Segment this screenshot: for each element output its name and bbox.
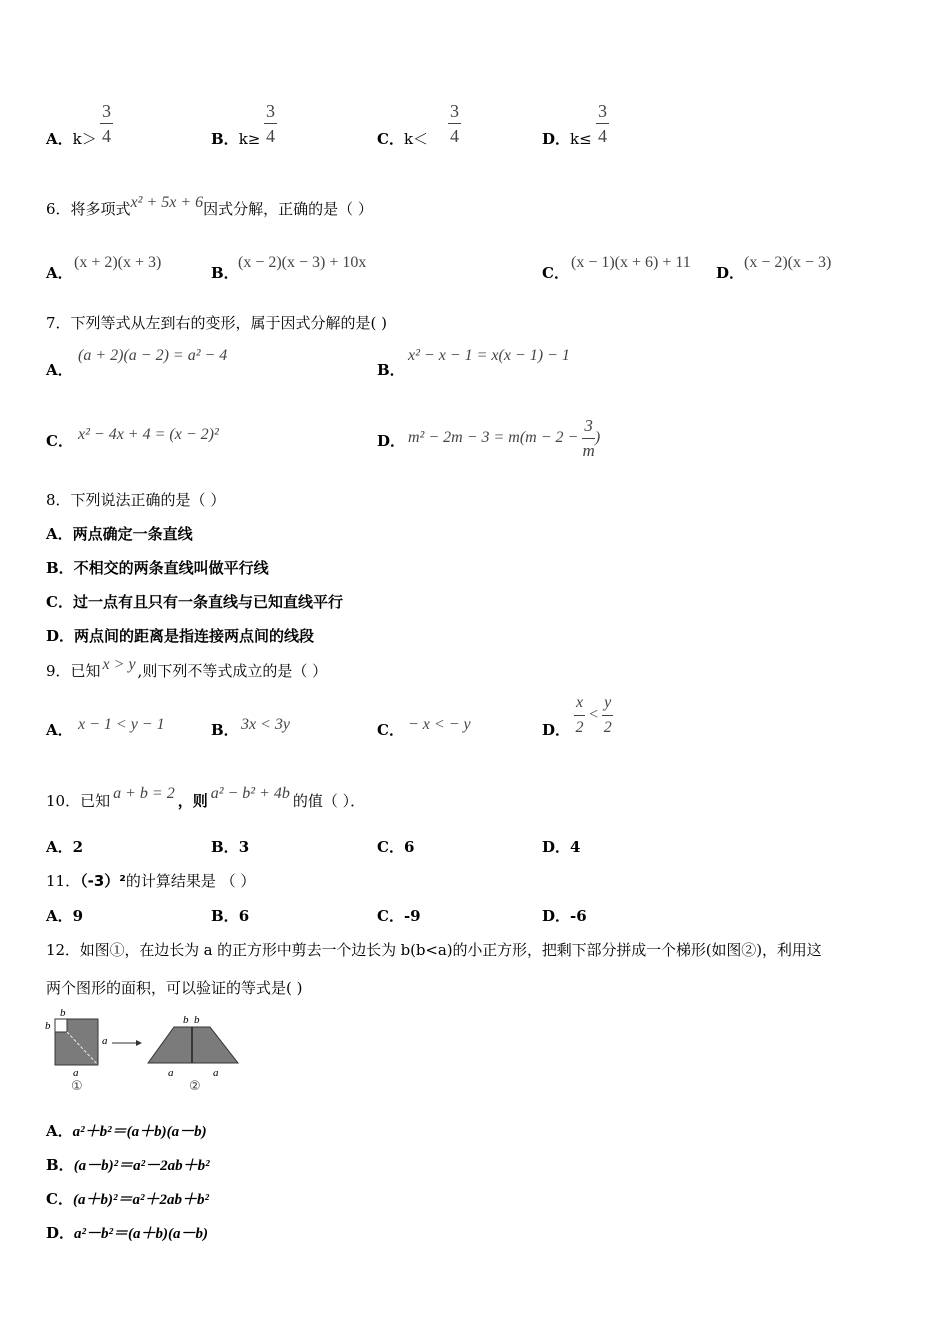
fig-label-a-bottom: a — [73, 1067, 79, 1079]
q6-option-d[interactable]: D． — [716, 264, 745, 282]
fig-label-a1: a — [168, 1067, 174, 1079]
q7-option-d[interactable]: D． — [377, 432, 406, 450]
q5-option-c-fraction: $\frac{3}{4}$ — [450, 101, 459, 146]
q10-option-a[interactable]: A．2 — [46, 838, 84, 856]
q12-figure — [40, 1005, 250, 1093]
q6-option-a[interactable]: A． — [46, 264, 73, 282]
q5-option-b[interactable]: B．k≥ — [211, 130, 261, 148]
q5-option-a-fraction: $\frac{3}{4}$ — [102, 101, 111, 146]
q7-option-b[interactable]: B． — [377, 361, 405, 379]
q5-option-a[interactable]: A．k＞ — [46, 130, 97, 148]
fig-label-1: ① — [71, 1079, 83, 1093]
q9-option-c[interactable]: C． — [377, 721, 404, 739]
q10-stem: 10．已知 a + b = 2 ，则 a² − b² + 4b 的值（ ）． — [46, 785, 366, 810]
q9-condition: x > y — [102, 656, 136, 673]
q6-stem: 6．将多项式x² + 5x + 6因式分解，正确的是（ ） — [46, 194, 373, 218]
fig-label-a2: a — [213, 1067, 219, 1079]
q9-stem: 9．已知 x > y ,则下列不等式成立的是（ ） — [46, 656, 328, 680]
q6-polynomial: x² + 5x + 6 — [130, 194, 204, 211]
q8-option-a[interactable]: A．两点确定一条直线 — [46, 525, 193, 543]
q9-option-b[interactable]: B． — [211, 721, 239, 739]
q10-option-d[interactable]: D．4 — [542, 838, 581, 856]
q5-option-c[interactable]: C．k＜ — [377, 130, 429, 148]
q9-frac-x: $\frac{x}{2}$ — [575, 694, 584, 736]
fig-label-b-left: b — [45, 1020, 51, 1032]
q10-expression: a² − b² + 4b — [210, 785, 290, 802]
q6-option-a-expr: (x + 2)(x + 3) — [74, 254, 162, 271]
fig2-trapezoid — [148, 1027, 238, 1063]
q9-option-a[interactable]: A． — [46, 721, 73, 739]
q6-option-d-expr: (x − 2)(x − 3) — [744, 254, 832, 271]
q6-option-b-expr: (x − 2)(x − 3) + 10x — [238, 254, 367, 271]
q6-option-c[interactable]: C． — [542, 264, 569, 282]
q8-option-c[interactable]: C．过一点有且只有一条直线与已知直线平行 — [46, 593, 343, 611]
q8-stem: 8．下列说法正确的是（ ） — [46, 491, 226, 509]
q10-condition: a + b = 2 — [113, 785, 175, 802]
q6-option-c-expr: (x − 1)(x + 6) + 11 — [571, 254, 691, 271]
q12-option-c[interactable]: C．(a＋b)²＝a²＋2ab＋b² — [46, 1190, 209, 1208]
q11-expression: （-3）² — [80, 872, 126, 890]
fig-label-bb: b b — [183, 1014, 200, 1026]
fig-label-b-top: b — [60, 1007, 66, 1019]
q8-option-b[interactable]: B．不相交的两条直线叫做平行线 — [46, 559, 269, 577]
q7-stem: 7．下列等式从左到右的变形，属于因式分解的是( ) — [46, 314, 388, 332]
q11-stem: 11．（-3）²的计算结果是 （ ） — [46, 872, 256, 890]
q9-option-a-expr: x − 1 < y − 1 — [78, 716, 165, 733]
q7-option-c-expr: x² − 4x + 4 = (x − 2)² — [78, 426, 219, 443]
q9-frac-y: $\frac{y}{2}$ — [603, 694, 612, 736]
q9-option-d-expr: $\frac{x}{2}$ < $\frac{y}{2}$ — [575, 694, 612, 736]
q11-option-c[interactable]: C．-9 — [377, 907, 421, 925]
q5-option-d[interactable]: D．k≤ — [542, 130, 592, 148]
arrow-head — [136, 1040, 142, 1046]
q7-option-a-expr: (a + 2)(a − 2) = a² − 4 — [78, 347, 228, 364]
fig-label-2: ② — [189, 1079, 201, 1093]
q9-option-b-expr: 3x < 3y — [241, 716, 290, 733]
q12-option-b[interactable]: B．(a－b)²＝a²－2ab＋b² — [46, 1156, 210, 1174]
q9-option-c-expr: − x < − y — [408, 716, 471, 733]
q8-option-d[interactable]: D．两点间的距离是指连接两点间的线段 — [46, 627, 315, 645]
q7-option-d-fraction: $\frac{3}{m}$ — [582, 416, 595, 460]
q11-option-d[interactable]: D．-6 — [542, 907, 587, 925]
q7-option-c[interactable]: C． — [46, 432, 73, 450]
q6-option-b[interactable]: B． — [211, 264, 239, 282]
q12-stem-line2: 两个图形的面积，可以验证的等式是( ) — [46, 979, 303, 997]
q5-option-b-fraction: $\frac{3}{4}$ — [266, 101, 275, 146]
fig1-small-square — [55, 1019, 67, 1032]
q5-option-d-fraction: $\frac{3}{4}$ — [598, 101, 607, 146]
q12-option-a[interactable]: A．a²＋b²＝(a＋b)(a－b) — [46, 1122, 207, 1140]
q7-option-a[interactable]: A． — [46, 361, 73, 379]
q7-option-d-expr: m² − 2m − 3 = m(m − 2 − $\frac{3}{m}$ ) — [408, 416, 601, 460]
q7-option-b-expr: x² − x − 1 = x(x − 1) − 1 — [408, 347, 570, 364]
q9-option-d[interactable]: D． — [542, 721, 571, 739]
q12-stem-line1: 12．如图①，在边长为 a 的正方形中剪去一个边长为 b(b<a)的小正方形，把剩下部分拼成一个梯形(如图②)，利用这 — [46, 941, 822, 959]
q11-option-a[interactable]: A．9 — [46, 907, 84, 925]
q10-option-b[interactable]: B．3 — [211, 838, 250, 856]
fig-label-a-side: a — [102, 1035, 108, 1047]
q10-option-c[interactable]: C．6 — [377, 838, 415, 856]
q11-option-b[interactable]: B．6 — [211, 907, 250, 925]
q12-option-d[interactable]: D．a²－b²＝(a＋b)(a－b) — [46, 1224, 208, 1242]
